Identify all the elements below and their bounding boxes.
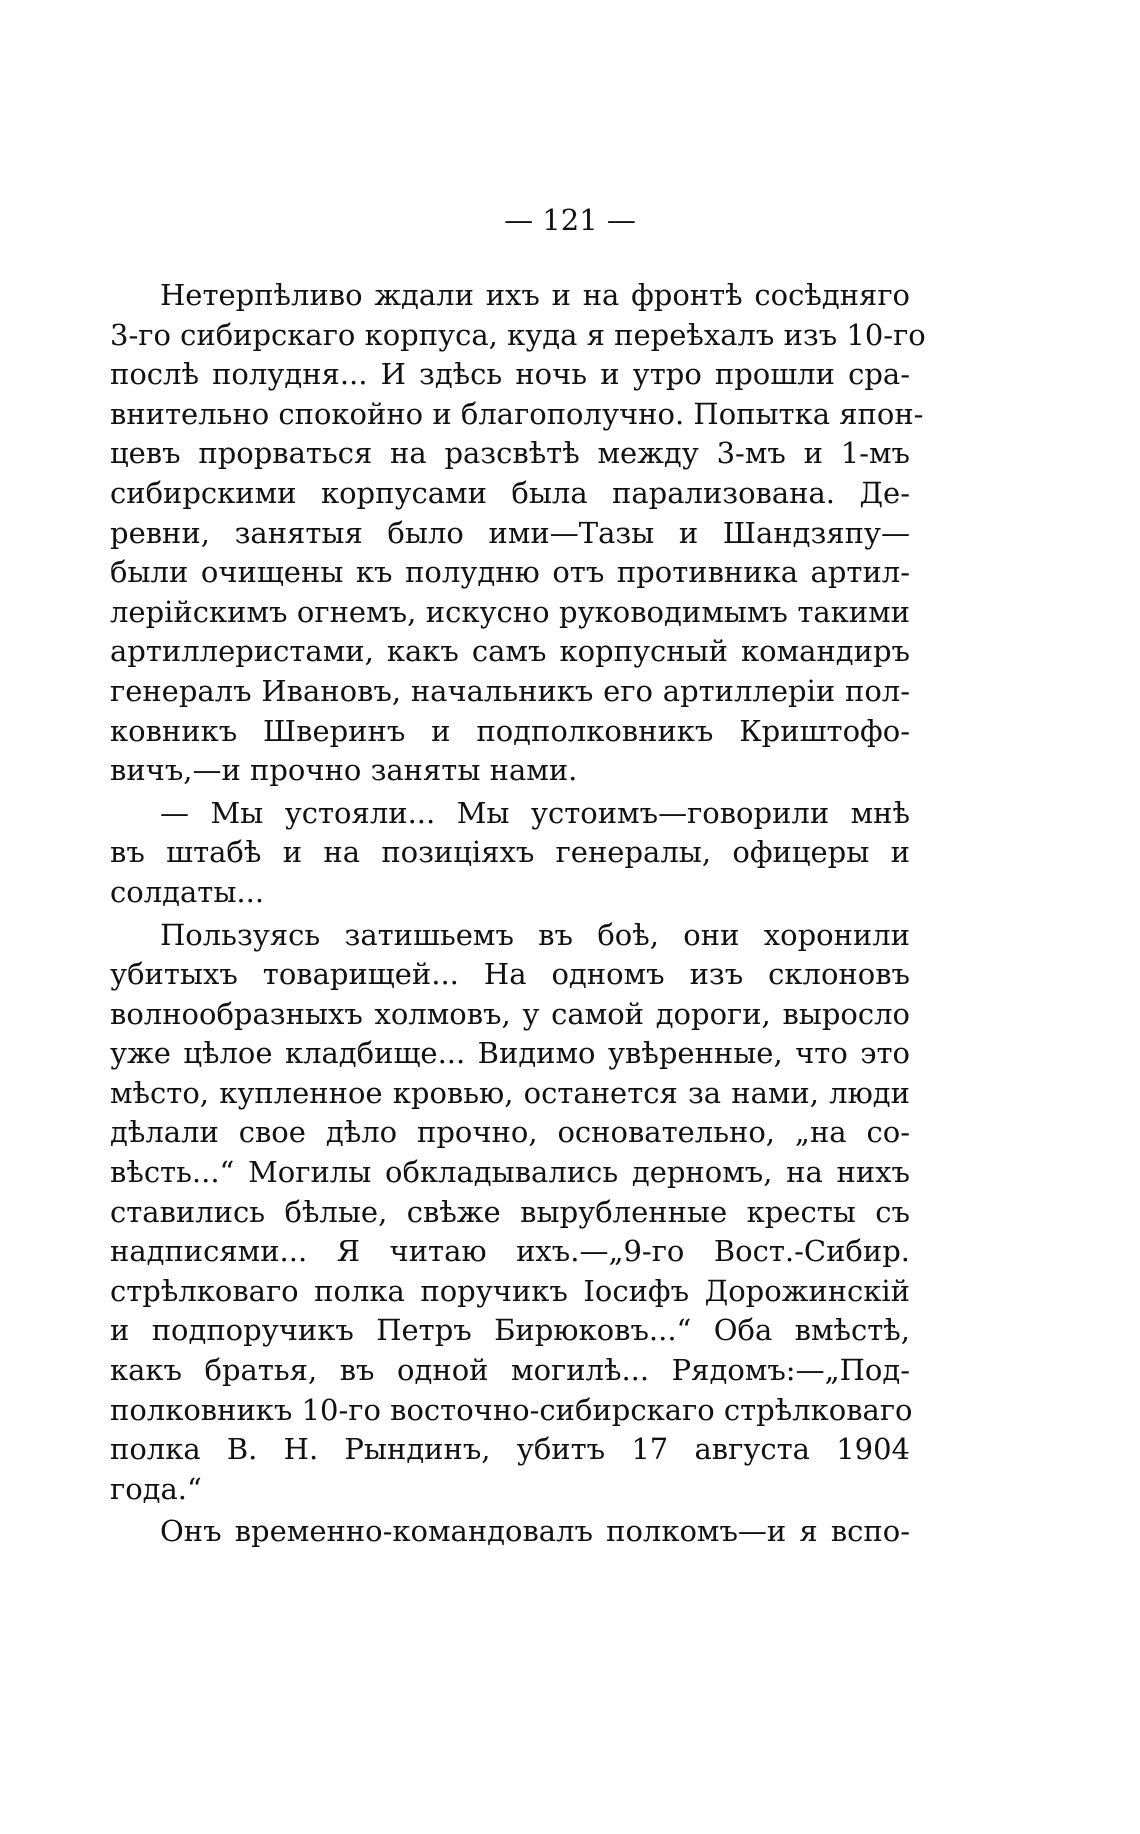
- text-line: дѣлали свое дѣло прочно, основательно, „на со-: [110, 1115, 910, 1150]
- text-line: — Мы устояли... Мы устоимъ—говорили мнѣ: [160, 795, 910, 830]
- text-line: вичъ,—и прочно заняты нами.: [110, 753, 578, 788]
- text-line: Нетерпѣливо ждали ихъ и на фронтѣ сосѣдняго: [160, 278, 910, 312]
- text-line: были очищены къ полудню отъ противника артил-: [110, 555, 910, 590]
- text-line: года.“: [110, 1471, 202, 1506]
- text-line: и подпоручикъ Петръ Бирюковъ...“ Оба вмѣстѣ,: [110, 1313, 910, 1348]
- text-line: какъ братья, въ одной могилѣ... Рядомъ:—„Под-: [110, 1353, 910, 1388]
- text-line: лерійскимъ огнемъ, искусно руководимымъ такими: [110, 594, 910, 629]
- text-line: Пользуясь затишьемъ въ боѣ, они хоронили: [160, 917, 910, 952]
- text-line: внительно спокойно и благополучно. Попытка япон-: [110, 396, 924, 431]
- text-line: ковникъ Шверинъ и подполковникъ Криштофо-: [110, 713, 910, 748]
- paragraph-1: [110, 276, 926, 791]
- text-line: 3-го сибирскаго корпуса, куда я переѣхалъ изъ 10-го: [110, 317, 926, 352]
- paragraph-3: [110, 916, 913, 1510]
- page-number: — 121 —: [504, 203, 636, 237]
- text-line: мѣсто, купленное кровью, останется за нами, люди: [110, 1075, 910, 1110]
- text-line: вѣсть...“ Могилы обкладывались дерномъ, на нихъ: [110, 1155, 910, 1190]
- text-line: генералъ Ивановъ, начальникъ его артиллеріи пол-: [110, 673, 910, 708]
- text-line: послѣ полудня... И здѣсь ночь и утро прошли сра-: [110, 357, 910, 392]
- text-line: волнообразныхъ холмовъ, у самой дороги, выросло: [110, 996, 910, 1031]
- body-text: [110, 276, 926, 1552]
- text-line: стрѣлковаго полка поручикъ Іосифъ Дорожинскій: [110, 1273, 910, 1308]
- text-line: надписями... Я читаю ихъ.—„9-го Вост.-Сибир.: [110, 1234, 910, 1269]
- text-line: артиллеристами, какъ самъ корпусный командиръ: [110, 634, 910, 669]
- text-line: полка В. Н. Рындинъ, убитъ 17 августа 1904: [110, 1432, 910, 1467]
- text-line: полковникъ 10-го восточно-сибирскаго стрѣлковаго: [110, 1392, 913, 1427]
- text-line: сибирскими корпусами была парализована. Де-: [110, 475, 910, 510]
- paragraph-2: [110, 794, 910, 913]
- text-line: убитыхъ товарищей... На одномъ изъ склоновъ: [110, 957, 910, 992]
- paragraph-4: [110, 1512, 910, 1552]
- text-line: въ штабѣ и на позиціяхъ генералы, офицеры и: [110, 835, 910, 870]
- text-line: ставились бѣлые, свѣже вырубленные кресты съ: [110, 1194, 910, 1229]
- text-line: цевъ прорваться на разсвѣтѣ между 3-мъ и 1-мъ: [110, 436, 910, 471]
- text-line: Онъ временно-командовалъ полкомъ—и я вспо-: [160, 1514, 910, 1549]
- text-line: уже цѣлое кладбище... Видимо увѣренные, что это: [110, 1036, 910, 1071]
- text-line: солдаты...: [110, 874, 265, 909]
- text-line: ревни, занятыя было ими—Тазы и Шандзяпу—: [110, 515, 910, 550]
